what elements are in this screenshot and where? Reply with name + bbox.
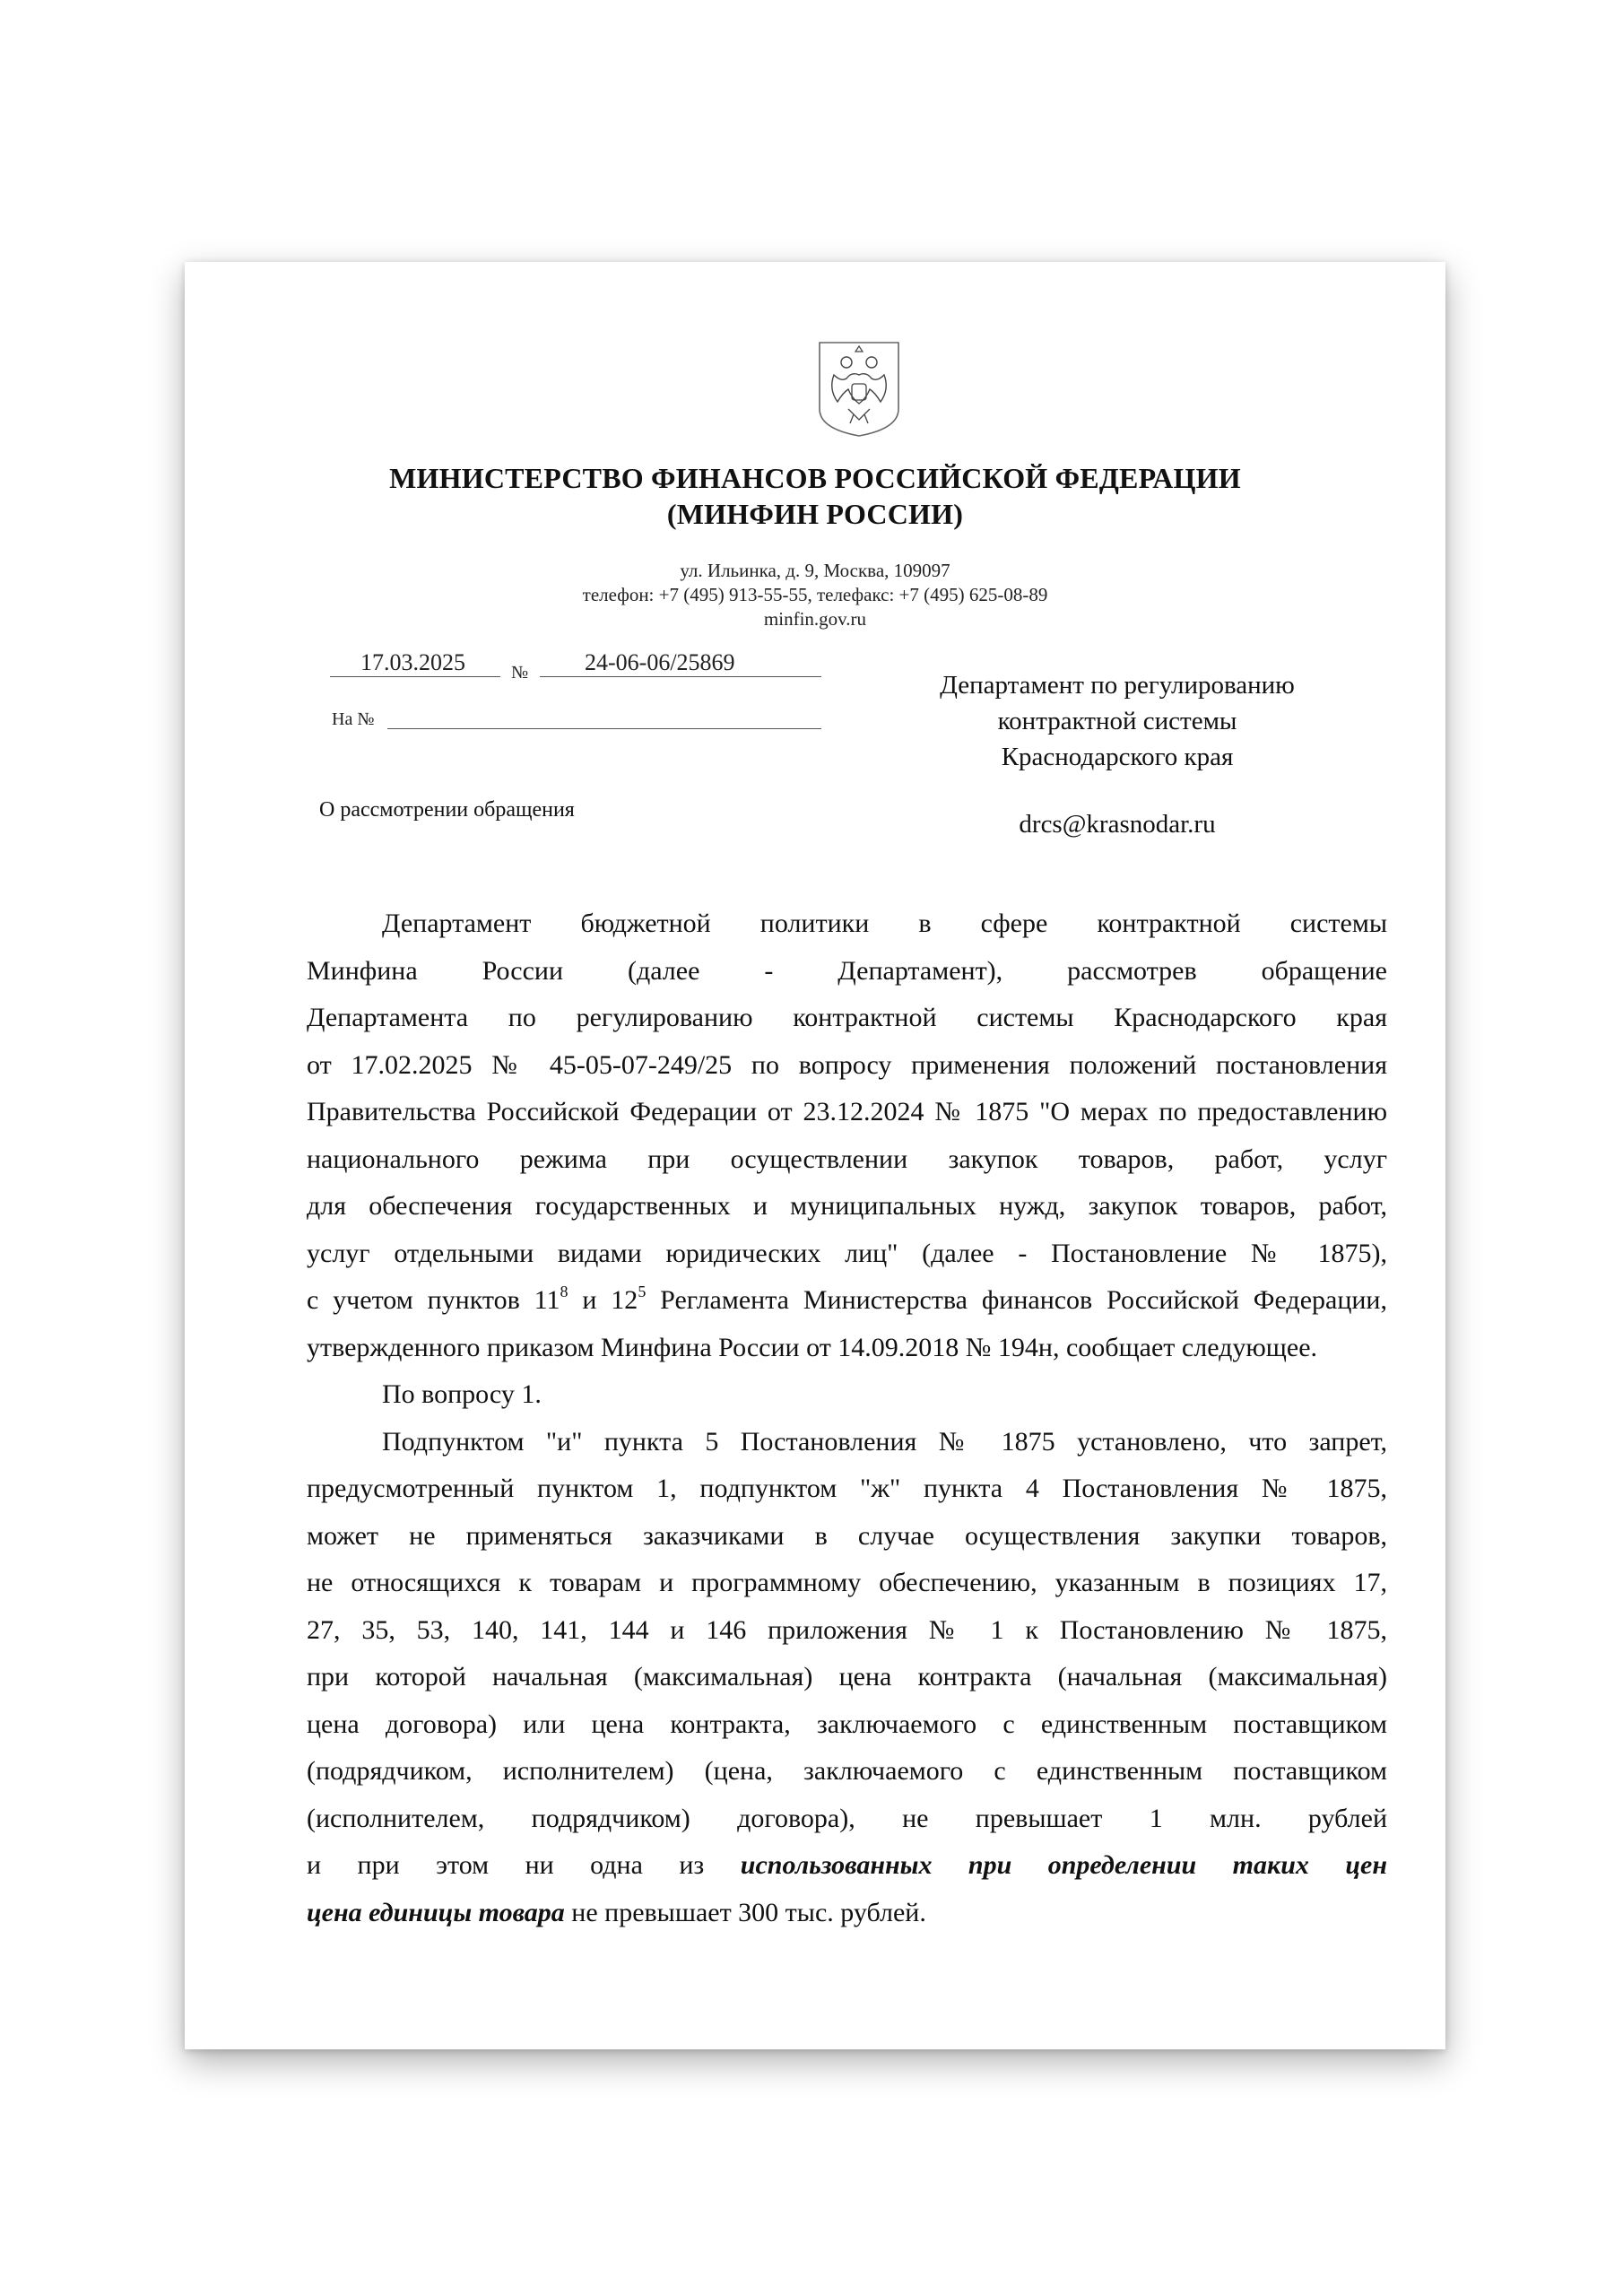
body-line: услуг отдельными видами юридических лиц" (далее - Постановление № 1875), (307, 1238, 1387, 1268)
body-text-fragment: и при этом ни одна из (307, 1850, 741, 1880)
body-line: Департамента по регулированию контрактной системы Краснодарского края (307, 1003, 1387, 1032)
ministry-phone: телефон: +7 (495) 913-55-55, телефакс: +7 (495) 625-08-89 (582, 584, 1048, 605)
body-line (307, 1890, 1387, 1937)
body-line: Минфина России (далее - Департамент), рассмотрев обращение (307, 955, 1387, 986)
reference-label: На № (332, 709, 375, 729)
body-text-fragment: и 12 (568, 1285, 638, 1315)
document-page (185, 262, 1445, 2049)
body-line (307, 1842, 1387, 1890)
body-line (307, 1277, 1387, 1325)
body-line: от 17.02.2025 № 45-05-07-249/25 по вопросу применения положений постановления (307, 1049, 1387, 1080)
body-line: 27, 35, 53, 140, 141, 144 и 146 приложения № 1 к Постановлению № 1875, (307, 1614, 1387, 1645)
recipient-email: drcs@krasnodar.ru (1019, 810, 1216, 839)
ministry-website: minfin.gov.ru (763, 608, 867, 630)
superscript: 8 (560, 1283, 568, 1300)
letter-body (307, 900, 1387, 1936)
body-line: Департамент бюджетной политики в сфере контрактной системы (382, 909, 1387, 938)
body-line: цена договора) или цена контракта, заключаемого с единственным поставщиком (307, 1709, 1387, 1739)
number-sign: № (511, 663, 529, 683)
recipient-line-2: контрактной системы (997, 707, 1237, 735)
letter-subject: О рассмотрении обращения (319, 798, 575, 822)
ministry-short-name: (МИНФИН РОССИИ) (666, 498, 964, 530)
body-line: утвержденного приказом Минфина России от 14.09.2018 № 194н, сообщает следующее. (307, 1332, 1318, 1362)
superscript: 5 (638, 1283, 647, 1300)
date-underline (330, 676, 500, 677)
question-heading: По вопросу 1. (382, 1379, 542, 1409)
body-line: Подпунктом "и" пункта 5 Постановления № 1875 установлено, что запрет, (382, 1426, 1387, 1457)
registration-number: 24-06-06/25869 (585, 649, 735, 675)
body-line: Правительства Российской Федерации от 23.12.2024 № 1875 "О мерах по предоставлению (307, 1097, 1387, 1126)
ministry-address: ул. Ильинка, д. 9, Москва, 109097 (680, 560, 950, 581)
body-line: для обеспечения государственных и муниципальных нужд, закупок товаров, работ, (307, 1191, 1387, 1221)
recipient-line-1: Департамент по регулированию (940, 671, 1295, 700)
body-line: при которой начальная (максимальная) цена контракта (начальная (максимальная) (307, 1662, 1387, 1692)
body-line: (исполнителем, подрядчиком) договора), не превышает 1 млн. рублей (307, 1803, 1387, 1833)
recipient-line-3: Краснодарского края (1001, 743, 1234, 771)
registration-date: 17.03.2025 (360, 649, 465, 675)
emphasized-text: цена единицы товара (307, 1897, 565, 1927)
body-line: национального режима при осуществлении закупок товаров, работ, услуг (307, 1144, 1387, 1174)
ministry-name: МИНИСТЕРСТВО ФИНАНСОВ РОССИЙСКОЙ ФЕДЕРАЦИИ (389, 462, 1241, 494)
body-line: не относящихся к товарам и программному обеспечению, указанным в позициях 17, (307, 1568, 1387, 1597)
body-text-fragment: не превышает 300 тыс. рублей. (564, 1897, 926, 1927)
number-underline (540, 676, 821, 677)
coat-of-arms-icon (816, 339, 902, 438)
body-line: может не применяться заказчиками в случае осуществления закупки товаров, (307, 1520, 1387, 1551)
reference-underline (387, 728, 821, 729)
body-line: предусмотренный пунктом 1, подпунктом "ж" пункта 4 Постановления № 1875, (307, 1474, 1387, 1503)
body-text-fragment: Регламента Министерства финансов Российской Федерации, (646, 1285, 1387, 1315)
body-text-fragment: с учетом пунктов 11 (307, 1285, 560, 1315)
emphasized-text: использованных при определении таких цен (740, 1850, 1387, 1880)
body-line: (подрядчиком, исполнителем) (цена, заключаемого с единственным поставщиком (307, 1756, 1387, 1786)
